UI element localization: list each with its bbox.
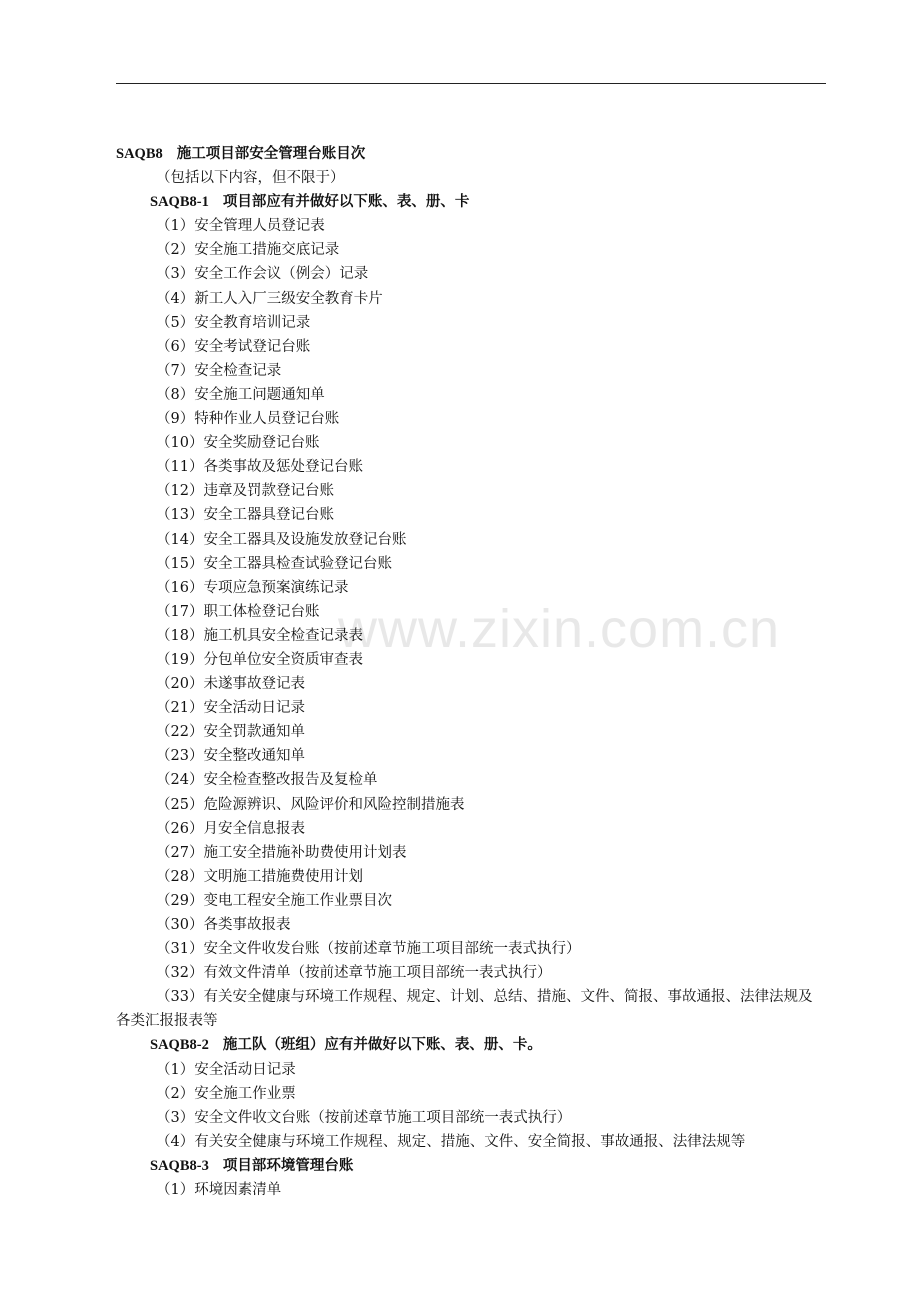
list-item: （8）安全施工问题通知单: [156, 386, 325, 403]
list-item: （3）安全工作会议（例会）记录: [156, 266, 369, 283]
list-item: （28）文明施工措施费使用计划: [156, 868, 363, 885]
watermark: www.zixin.com.cn: [338, 599, 781, 659]
list-item: （17）职工体检登记台账: [156, 603, 320, 620]
list-item: （12）违章及罚款登记台账: [156, 483, 334, 500]
list-item: （10）安全奖励登记台账: [156, 435, 320, 452]
title-code: SAQB8: [116, 146, 163, 162]
list-item: （9）特种作业人员登记台账: [156, 411, 340, 428]
list-item: （29）变电工程安全施工作业票目次: [156, 892, 392, 909]
list-item: （24）安全检查整改报告及复检单: [156, 772, 378, 789]
list-item: （31）安全文件收发台账（按前述章节施工项目部统一表式执行）: [156, 941, 581, 958]
section-title: 项目部应有并做好以下账、表、册、卡: [222, 193, 470, 211]
list-item: （16）专项应急预案演练记录: [156, 579, 349, 596]
document-body: [116, 142, 826, 1202]
section-heading-1: [116, 190, 826, 214]
list-item: （14）安全工器具及设施发放登记台账: [156, 531, 407, 548]
header-rule: [116, 83, 826, 84]
list-item: （27）施工安全措施补助费使用计划表: [156, 844, 407, 861]
list-item: （32）有效文件清单（按前述章节施工项目部统一表式执行）: [156, 965, 552, 982]
list-item: （21）安全活动日记录: [156, 700, 305, 717]
title-text: 施工项目部安全管理台账目次: [176, 145, 366, 162]
scope-note: （包括以下内容，但不限于）: [156, 170, 345, 187]
section-title: 施工队（班组）应有并做好以下账、表、册、卡。: [222, 1036, 542, 1054]
list-item: （3）安全文件收文台账（按前述章节施工项目部统一表式执行）: [156, 1109, 572, 1126]
list-item: （26）月安全信息报表: [156, 820, 305, 837]
list-item: （1）安全管理人员登记表: [156, 218, 325, 235]
list-item: （25）危险源辨识、风险评价和风险控制措施表: [156, 796, 465, 813]
list-item: （6）安全考试登记台账: [156, 338, 311, 355]
list-item: （19）分包单位安全资质审查表: [156, 651, 363, 668]
list-item: （13）安全工器具登记台账: [156, 507, 334, 524]
list-item: （7）安全检查记录: [156, 362, 282, 379]
list-item: （18）施工机具安全检查记录表: [156, 627, 363, 644]
list-item: （1）环境因素清单: [156, 1182, 282, 1199]
section-code: SAQB8-3: [150, 1157, 209, 1174]
section-heading-2: [116, 1033, 826, 1057]
list-item: （30）各类事故报表: [156, 917, 291, 933]
list-item: （2）安全施工措施交底记录: [156, 242, 340, 259]
section-code: SAQB8-1: [150, 194, 209, 211]
list-item: （4）新工人入厂三级安全教育卡片: [156, 290, 383, 307]
section-heading-3: [116, 1154, 826, 1178]
list-item: （15）安全工器具检查试验登记台账: [156, 555, 392, 572]
section-title: 项目部环境管理台账: [222, 1156, 354, 1174]
list-item: （20）未遂事故登记表: [156, 676, 305, 693]
document-title: [116, 142, 826, 166]
list-item: （11）各类事故及惩处登记台账: [156, 459, 363, 476]
list-item: （4）有关安全健康与环境工作规程、规定、措施、文件、安全简报、事故通报、法律法规等: [156, 1133, 746, 1150]
section-code: SAQB8-2: [150, 1037, 209, 1054]
list-item: （2）安全施工作业票: [156, 1085, 296, 1102]
list-item: （5）安全教育培训记录: [156, 314, 311, 331]
list-item-long: （33）有关安全健康与环境工作规程、规定、计划、总结、措施、文件、简报、事故通报、法律法规及各类汇报报表等: [116, 989, 813, 1030]
list-item: （23）安全整改通知单: [156, 748, 305, 765]
list-item: （22）安全罚款通知单: [156, 724, 305, 741]
list-item: （1）安全活动日记录: [156, 1061, 296, 1078]
